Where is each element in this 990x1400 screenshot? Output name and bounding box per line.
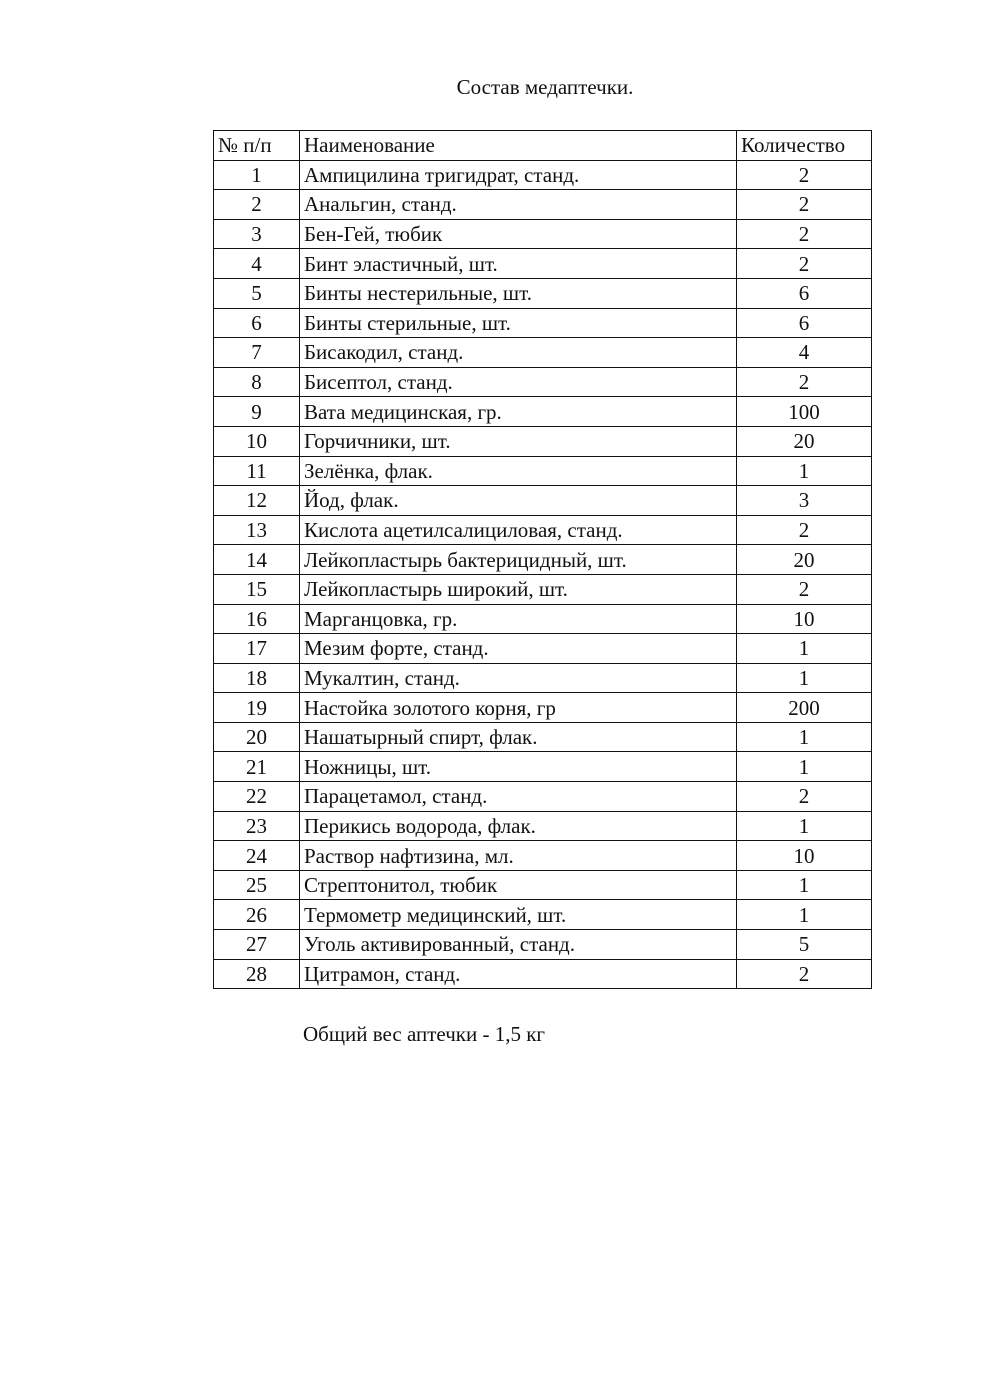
item-name: Лейкопластырь бактерицидный, шт.	[300, 545, 737, 575]
table-row	[214, 456, 872, 486]
table-header-row	[214, 131, 872, 161]
table-row	[214, 249, 872, 279]
item-name: Анальгин, станд.	[300, 190, 737, 220]
row-number: 23	[214, 811, 300, 841]
item-quantity: 5	[737, 930, 872, 960]
row-number: 14	[214, 545, 300, 575]
table-row	[214, 426, 872, 456]
item-name: Цитрамон, станд.	[300, 959, 737, 989]
row-number: 10	[214, 426, 300, 456]
table-row	[214, 308, 872, 338]
item-name: Кислота ацетилсалициловая, станд.	[300, 515, 737, 545]
row-number: 9	[214, 397, 300, 427]
item-quantity: 1	[737, 663, 872, 693]
row-number: 5	[214, 278, 300, 308]
row-number: 1	[214, 160, 300, 190]
item-name: Ампицилина тригидрат, станд.	[300, 160, 737, 190]
table-row	[214, 811, 872, 841]
item-quantity: 2	[737, 515, 872, 545]
item-quantity: 2	[737, 959, 872, 989]
item-quantity: 2	[737, 782, 872, 812]
row-number: 12	[214, 486, 300, 516]
total-weight-note: Общий вес аптечки - 1,5 кг	[303, 1022, 546, 1046]
item-name: Горчичники, шт.	[300, 426, 737, 456]
item-quantity: 2	[737, 219, 872, 249]
item-quantity: 1	[737, 900, 872, 930]
row-number: 18	[214, 663, 300, 693]
row-number: 8	[214, 367, 300, 397]
row-number: 26	[214, 900, 300, 930]
item-name: Бисакодил, станд.	[300, 338, 737, 368]
row-number: 3	[214, 219, 300, 249]
item-name: Бен-Гей, тюбик	[300, 219, 737, 249]
item-quantity: 2	[737, 190, 872, 220]
table-row	[214, 722, 872, 752]
item-quantity: 10	[737, 841, 872, 871]
item-quantity: 1	[737, 811, 872, 841]
item-name: Вата медицинская, гр.	[300, 397, 737, 427]
item-name: Настойка золотого корня, гр	[300, 693, 737, 723]
item-name: Мезим форте, станд.	[300, 634, 737, 664]
row-number: 15	[214, 574, 300, 604]
row-number: 24	[214, 841, 300, 871]
item-quantity: 2	[737, 249, 872, 279]
item-quantity: 6	[737, 308, 872, 338]
row-number: 6	[214, 308, 300, 338]
item-name: Нашатырный спирт, флак.	[300, 722, 737, 752]
table-row	[214, 278, 872, 308]
row-number: 2	[214, 190, 300, 220]
item-quantity: 1	[737, 752, 872, 782]
table-row	[214, 545, 872, 575]
table-row	[214, 959, 872, 989]
item-quantity: 1	[737, 722, 872, 752]
table-row	[214, 930, 872, 960]
table-row	[214, 574, 872, 604]
item-name: Термометр медицинский, шт.	[300, 900, 737, 930]
item-quantity: 20	[737, 426, 872, 456]
row-number: 28	[214, 959, 300, 989]
item-quantity: 2	[737, 367, 872, 397]
row-number: 27	[214, 930, 300, 960]
item-quantity: 6	[737, 278, 872, 308]
table-body	[214, 160, 872, 989]
item-quantity: 2	[737, 160, 872, 190]
table-row	[214, 841, 872, 871]
row-number: 17	[214, 634, 300, 664]
item-quantity: 200	[737, 693, 872, 723]
table-row	[214, 486, 872, 516]
table-row	[214, 900, 872, 930]
item-quantity: 1	[737, 870, 872, 900]
item-quantity: 100	[737, 397, 872, 427]
table-row	[214, 338, 872, 368]
table-row	[214, 515, 872, 545]
row-number: 16	[214, 604, 300, 634]
item-name: Бисептол, станд.	[300, 367, 737, 397]
item-quantity: 20	[737, 545, 872, 575]
table-row	[214, 782, 872, 812]
item-quantity: 1	[737, 634, 872, 664]
row-number: 22	[214, 782, 300, 812]
row-number: 25	[214, 870, 300, 900]
item-quantity: 1	[737, 456, 872, 486]
item-name: Бинты стерильные, шт.	[300, 308, 737, 338]
header-name: Наименование	[300, 131, 737, 161]
row-number: 21	[214, 752, 300, 782]
item-name: Йод, флак.	[300, 486, 737, 516]
item-name: Ножницы, шт.	[300, 752, 737, 782]
item-quantity: 10	[737, 604, 872, 634]
row-number: 13	[214, 515, 300, 545]
item-name: Перикись водорода, флак.	[300, 811, 737, 841]
item-quantity: 2	[737, 574, 872, 604]
item-name: Бинт эластичный, шт.	[300, 249, 737, 279]
table-row	[214, 663, 872, 693]
item-name: Бинты нестерильные, шт.	[300, 278, 737, 308]
item-name: Раствор нафтизина, мл.	[300, 841, 737, 871]
table-row	[214, 634, 872, 664]
item-name: Лейкопластырь широкий, шт.	[300, 574, 737, 604]
table-row	[214, 870, 872, 900]
row-number: 19	[214, 693, 300, 723]
document-title: Состав медаптечки.	[456, 75, 634, 99]
table-row	[214, 693, 872, 723]
table-row	[214, 397, 872, 427]
row-number: 4	[214, 249, 300, 279]
table-row	[214, 367, 872, 397]
item-name: Зелёнка, флак.	[300, 456, 737, 486]
table-row	[214, 190, 872, 220]
row-number: 20	[214, 722, 300, 752]
item-name: Марганцовка, гр.	[300, 604, 737, 634]
first-aid-kit-table	[213, 130, 872, 989]
header-quantity: Количество	[737, 131, 872, 161]
item-name: Парацетамол, станд.	[300, 782, 737, 812]
table-row	[214, 604, 872, 634]
table-row	[214, 752, 872, 782]
row-number: 11	[214, 456, 300, 486]
item-name: Уголь активированный, станд.	[300, 930, 737, 960]
item-name: Мукалтин, станд.	[300, 663, 737, 693]
table-row	[214, 219, 872, 249]
row-number: 7	[214, 338, 300, 368]
item-name: Стрептонитол, тюбик	[300, 870, 737, 900]
header-number: № п/п	[214, 131, 300, 161]
item-quantity: 3	[737, 486, 872, 516]
table-row	[214, 160, 872, 190]
item-quantity: 4	[737, 338, 872, 368]
